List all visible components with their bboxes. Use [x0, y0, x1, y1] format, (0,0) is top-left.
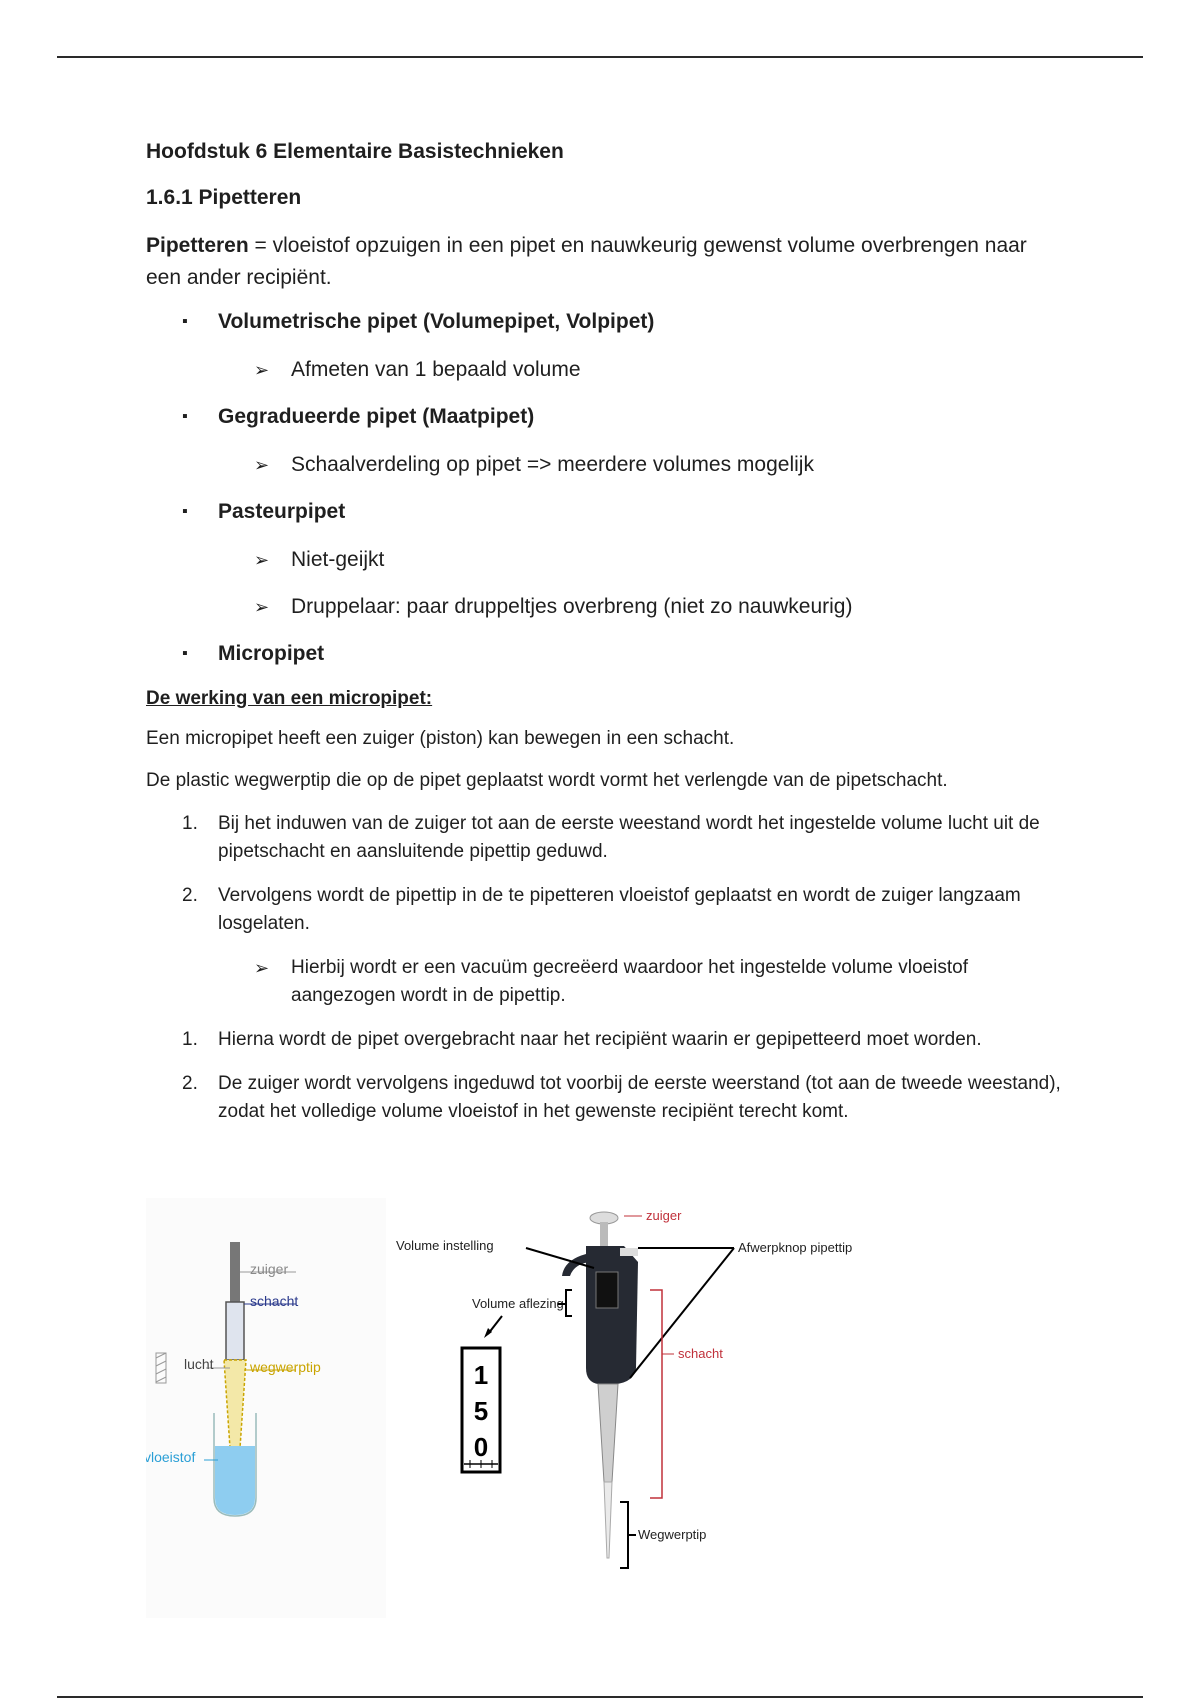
list-item: ▪ Micropipet — [146, 640, 1066, 668]
label-volume-instelling: Volume instelling — [396, 1238, 494, 1253]
list-item: ▪ Pasteurpipet — [146, 498, 1066, 526]
pipet-body — [586, 1246, 638, 1384]
label-schacht-right: schacht — [678, 1346, 723, 1361]
step-item: 2. Vervolgens wordt de pipettip in de te pipetteren vloeistof geplaatst en wordt de zuiger langzaam losgelaten. — [182, 885, 1021, 934]
zuiger-rod — [230, 1242, 240, 1302]
sub-list-item: ➢ Afmeten van 1 bepaald volume — [146, 356, 1066, 384]
steps-list — [146, 1026, 1066, 1126]
label-wegwerptip: wegwerptip — [250, 1359, 321, 1375]
step-item: 1. Hierna wordt de pipet overgebracht naar het recipiënt waarin er gepipetteerd moet worden. — [182, 1029, 982, 1050]
chapter-title: Hoofdstuk 6 Elementaire Basistechnieken — [146, 140, 564, 163]
figure-svg — [146, 1198, 866, 1618]
tube-diagram — [146, 1198, 386, 1618]
label-wegwerptip-right: Wegwerptip — [638, 1527, 707, 1542]
label-volume-aflezing: Volume aflezing — [472, 1296, 564, 1311]
step-item: 2. De zuiger wordt vervolgens ingeduwd tot voorbij de eerste weerstand (tot aan de tweede weestand), zodat het volledige volume vloeistof in het gewenste recipiënt terecht komt. — [182, 1073, 1061, 1122]
sub-list-item: ➢ Niet-geijkt — [146, 546, 1066, 574]
sub-list — [146, 451, 1066, 479]
eject-button — [620, 1248, 638, 1256]
paragraph: Een micropipet heeft een zuiger (piston) kan bewegen in een schacht. — [146, 728, 735, 749]
label-afwerpknop: Afwerpknop pipettip — [738, 1240, 853, 1255]
sub-list-item: ➢ Druppelaar: paar druppeltjes overbreng (niet zo nauwkeurig) — [146, 593, 1066, 621]
list-item: ▪ Gegradueerde pipet (Maatpipet) — [146, 403, 1066, 431]
zuiger-stem — [600, 1222, 608, 1246]
schacht-shape — [226, 1302, 244, 1360]
counter-digit: 1 — [473, 1360, 489, 1390]
arrow-bullet-icon: ➢ — [254, 958, 270, 978]
definition-text: = vloeistof opzuigen in een pipet en nauwkeurig gewenst volume overbrengen naar een ander recipiënt. — [146, 234, 1027, 289]
sub-list — [146, 546, 1066, 621]
label-lucht: lucht — [184, 1356, 214, 1372]
sub-list-item: ➢ Schaalverdeling op pipet => meerdere volumes mogelijk — [146, 451, 1066, 479]
header-rule — [57, 56, 1143, 58]
definition-term: Pipetteren — [146, 234, 249, 257]
display-window — [596, 1272, 618, 1308]
sub-list — [146, 356, 1066, 384]
footer-rule — [57, 1696, 1143, 1698]
paragraph: De plastic wegwerptip die op de pipet geplaatst wordt vormt het verlengde van de pipetschacht. — [146, 770, 948, 791]
working-heading: De werking van een micropipet: — [146, 688, 433, 709]
micropipet-figure — [146, 1198, 866, 1618]
label-vloeistof: vloeistof — [146, 1449, 196, 1465]
list-item: ▪ Volumetrische pipet (Volumepipet, Volpipet) — [146, 308, 1066, 336]
liquid-shape — [215, 1446, 255, 1515]
arrow-bullet-icon: ➢ — [254, 455, 270, 475]
steps-list — [146, 810, 1066, 938]
arrow-bullet-icon: ➢ — [254, 597, 270, 617]
definition — [146, 230, 1066, 294]
step-item: 1. Bij het induwen van de zuiger tot aan de eerste weestand wordt het ingestelde volume lucht uit de pipetschacht en aansluitende pipettip geduwd. — [182, 813, 1040, 862]
counter-digit: 5 — [473, 1396, 489, 1426]
arrow-bullet-icon: ➢ — [254, 360, 270, 380]
counter-digit: 0 — [473, 1432, 489, 1462]
label-zuiger: zuiger — [250, 1261, 289, 1277]
document-body — [146, 140, 1066, 1142]
section-title: 1.6.1 Pipetteren — [146, 186, 302, 209]
label-zuiger-right: zuiger — [646, 1208, 682, 1223]
micropipet-diagram — [396, 1198, 866, 1618]
arrow-bullet-icon: ➢ — [254, 550, 270, 570]
pipette-types-list — [146, 308, 1066, 336]
label-schacht: schacht — [250, 1293, 299, 1309]
step-note: ➢ Hierbij wordt er een vacuüm gecreëerd waardoor het ingestelde volume vloeistof aangezogen wordt in de pipettip. — [146, 954, 1066, 1010]
